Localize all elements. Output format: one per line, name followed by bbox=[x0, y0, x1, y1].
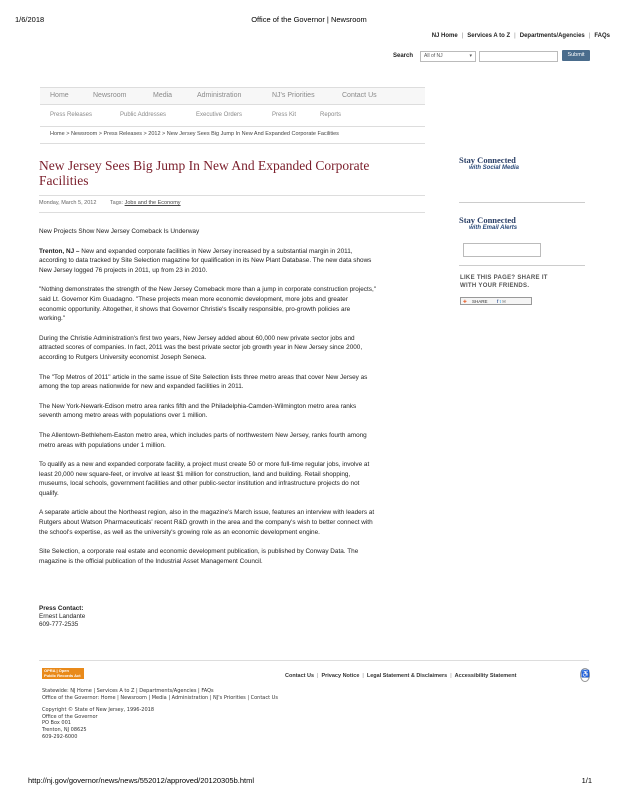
email-title: Stay Connected bbox=[459, 215, 516, 225]
page-title-line-2: Facilities bbox=[39, 173, 89, 188]
footer-accessibility-link[interactable]: Accessibility Statement bbox=[454, 673, 517, 679]
divider bbox=[459, 202, 585, 203]
share-icon: ✚ bbox=[463, 299, 467, 304]
page-title-line-1: New Jersey Sees Big Jump In New And Expanded Corporate bbox=[39, 158, 370, 173]
paragraph: The Allentown-Bethlehem-Easton metro area, which includes parts of northwestern New Jersey, ranks fourth among metro areas with populations under 1 million. bbox=[39, 431, 367, 449]
nav-administration[interactable]: Administration bbox=[197, 92, 242, 99]
nav-home[interactable]: Home bbox=[50, 92, 69, 99]
social-media-box[interactable] bbox=[459, 155, 519, 171]
press-contact bbox=[39, 605, 85, 629]
subnav-press-kit[interactable]: Press Kit bbox=[272, 112, 297, 118]
paragraph: The New York-Newark-Edison metro area ranks fifth and the Philadelphia-Camden-Wilmington metro area ranks seventh among metro areas with populations over 1 million. bbox=[39, 402, 357, 420]
press-contact-phone: 609-777-2535 bbox=[39, 621, 79, 628]
facebook-icon: f bbox=[496, 299, 499, 304]
email-input[interactable] bbox=[463, 243, 541, 257]
paragraph: A separate article about the Northeast region, also in the magazine's March issue, features an interview with leaders at Rutgers about Watson Pharmaceuticals' recent R&D growth in the area and the company's wish to better connect with the school's expertise, as well as the university's growing role as an economic development engine. bbox=[39, 509, 375, 536]
paragraph: The "Top Metros of 2011" article in the same issue of Site Selection lists three metro areas that cover New Jersey as among the top areas nationwide for new and expanded facilities in 2011. bbox=[39, 373, 368, 391]
press-contact-label: Press Contact: bbox=[39, 605, 84, 612]
utility-link-nj-home[interactable]: NJ Home bbox=[431, 33, 458, 39]
footer-privacy-link[interactable]: Privacy Notice bbox=[321, 673, 360, 679]
paragraph: "Nothing demonstrates the strength of the New Jersey Comeback more than a jump in corporate construction projects," said Lt. Governor Kim Guadagno. "These projects mean more economic development, more jobs and greater economic opportunity. Altogether, it shows that Governor Christie's fiscally responsible, pro-growth policies are working." bbox=[39, 286, 377, 323]
email-icon: ✉ bbox=[502, 299, 506, 304]
search-input[interactable] bbox=[479, 51, 558, 62]
search-scope-value: All of NJ bbox=[424, 53, 443, 59]
search-submit-button[interactable]: Submit bbox=[562, 50, 590, 61]
email-subtitle: with Email Alerts bbox=[469, 225, 518, 231]
social-subtitle: with Social Media bbox=[469, 165, 520, 171]
breadcrumb[interactable]: Home > Newsroom > Press Releases > 2012 > New Jersey Sees Big Jump In New And Expanded Corporate Facilities bbox=[50, 131, 339, 137]
chevron-down-icon: ▾ bbox=[469, 53, 472, 59]
paragraph: During the Christie Administration's first two years, New Jersey added about 60,000 new private sector jobs and attracted scores of companies. In fact, 2011 was the best private sector job growth year in New Jersey since 2000, according to Rutgers University economist Joseph Seneca. bbox=[39, 334, 363, 361]
nav-newsroom[interactable]: Newsroom bbox=[93, 92, 127, 99]
print-title: Office of the Governor | Newsroom bbox=[251, 15, 367, 24]
footer-text: Statewide: NJ Home | Services A to Z | Departments/Agencies | FAQs Office of the Governor: Home | Newsroom | Media | Administration | NJ's Priorities | Contact Us Copyright © State of New Jersey, 1996-2018 Office of the Governor PO Box 001 Trenton, NJ 08625 609-292-6000 bbox=[42, 688, 278, 740]
subnav-executive-orders[interactable]: Executive Orders bbox=[196, 112, 243, 118]
subnav-reports[interactable]: Reports bbox=[320, 112, 342, 118]
print-page: 1/1 bbox=[581, 776, 592, 785]
utility-nav: NJ Home | Services A to Z | Departments/Agencies | FAQs bbox=[431, 33, 610, 39]
press-contact-name: Ernest Landante bbox=[39, 613, 86, 620]
search-scope-select[interactable] bbox=[420, 51, 476, 62]
email-alerts-box[interactable] bbox=[459, 215, 517, 231]
divider bbox=[39, 660, 589, 661]
sub-nav bbox=[40, 111, 425, 123]
article-date: Monday, March 5, 2012 bbox=[39, 200, 97, 206]
copyright: Copyright © State of New Jersey, 1996-2018 bbox=[42, 707, 155, 714]
main-nav bbox=[40, 87, 425, 105]
tags-label: Tags: bbox=[109, 200, 124, 206]
utility-link-services[interactable]: Services A to Z bbox=[467, 33, 511, 39]
page-title bbox=[39, 158, 419, 188]
twitter-icon: t bbox=[499, 299, 501, 304]
dateline: Trenton, NJ – bbox=[39, 247, 80, 255]
office-links[interactable]: Office of the Governor: Home | Newsroom | Media | Administration | NJ's Priorities | Contact Us bbox=[42, 694, 278, 701]
statewide-links[interactable]: Statewide: NJ Home | Services A to Z | Departments/Agencies | FAQs bbox=[42, 688, 214, 694]
paragraph: To qualify as a new and expanded corporate facility, a project must create 50 or more full-time regular jobs, involve at least 20,000 new square-feet, or involve at least $1 million for construction, land and building. Retail shopping, museums, local schools, government facilities and other public-sector institution and infrastructure projects do not qualify. bbox=[39, 461, 370, 497]
utility-link-departments[interactable]: Departments/Agencies bbox=[519, 33, 585, 39]
footer-contact-link[interactable]: Contact Us bbox=[285, 673, 315, 679]
divider bbox=[40, 143, 425, 144]
nav-contact[interactable]: Contact Us bbox=[342, 92, 377, 99]
article-subhead: New Projects Show New Jersey Comeback Is Underway bbox=[39, 228, 200, 235]
subnav-public-addresses[interactable]: Public Addresses bbox=[120, 112, 167, 118]
social-title: Stay Connected bbox=[459, 155, 516, 165]
accessibility-icon[interactable]: ♿ bbox=[580, 668, 590, 682]
footer-legal-link[interactable]: Legal Statement & Disclaimers bbox=[366, 673, 448, 679]
subnav-press-releases[interactable]: Press Releases bbox=[50, 112, 93, 118]
search-label: Search bbox=[393, 53, 414, 59]
divider bbox=[39, 212, 425, 213]
nav-priorities[interactable]: NJ's Priorities bbox=[272, 92, 315, 99]
paragraph: Site Selection, a corporate real estate and economic development publication, is published by Conway Data. The magazine is the official publication of the Industrial Asset Management Council. bbox=[39, 548, 359, 565]
article-body bbox=[39, 227, 434, 566]
divider bbox=[459, 265, 585, 266]
opra-logo[interactable]: OPRA | Open Public Records Act bbox=[42, 668, 84, 679]
nav-media[interactable]: Media bbox=[153, 92, 173, 99]
print-date: 1/6/2018 bbox=[15, 15, 45, 24]
article-meta bbox=[39, 200, 181, 206]
share-prompt: LIKE THIS PAGE? SHARE IT WITH YOUR FRIENDS. bbox=[460, 275, 548, 289]
paragraph: Trenton, NJ – New and expanded corporate facilities in New Jersey increased by a substantial margin in 2011, according to data tracked by Site Selection magazine for qualification in its New Plant Database. The new data shows New Jersey logged 76 projects in 2011, up from 23 in 2010. bbox=[39, 247, 372, 274]
tag-link[interactable]: Jobs and the Economy bbox=[124, 200, 181, 206]
share-button[interactable]: ✚ SHARE f t ✉ bbox=[460, 297, 532, 305]
footer-links: Contact Us | Privacy Notice | Legal Statement & Disclaimers | Accessibility Statement bbox=[285, 673, 517, 679]
utility-link-faqs[interactable]: FAQs bbox=[594, 33, 610, 39]
print-url: http://nj.gov/governor/news/news/552012/approved/20120305b.html bbox=[28, 776, 254, 785]
divider bbox=[39, 195, 425, 196]
divider bbox=[40, 126, 425, 127]
